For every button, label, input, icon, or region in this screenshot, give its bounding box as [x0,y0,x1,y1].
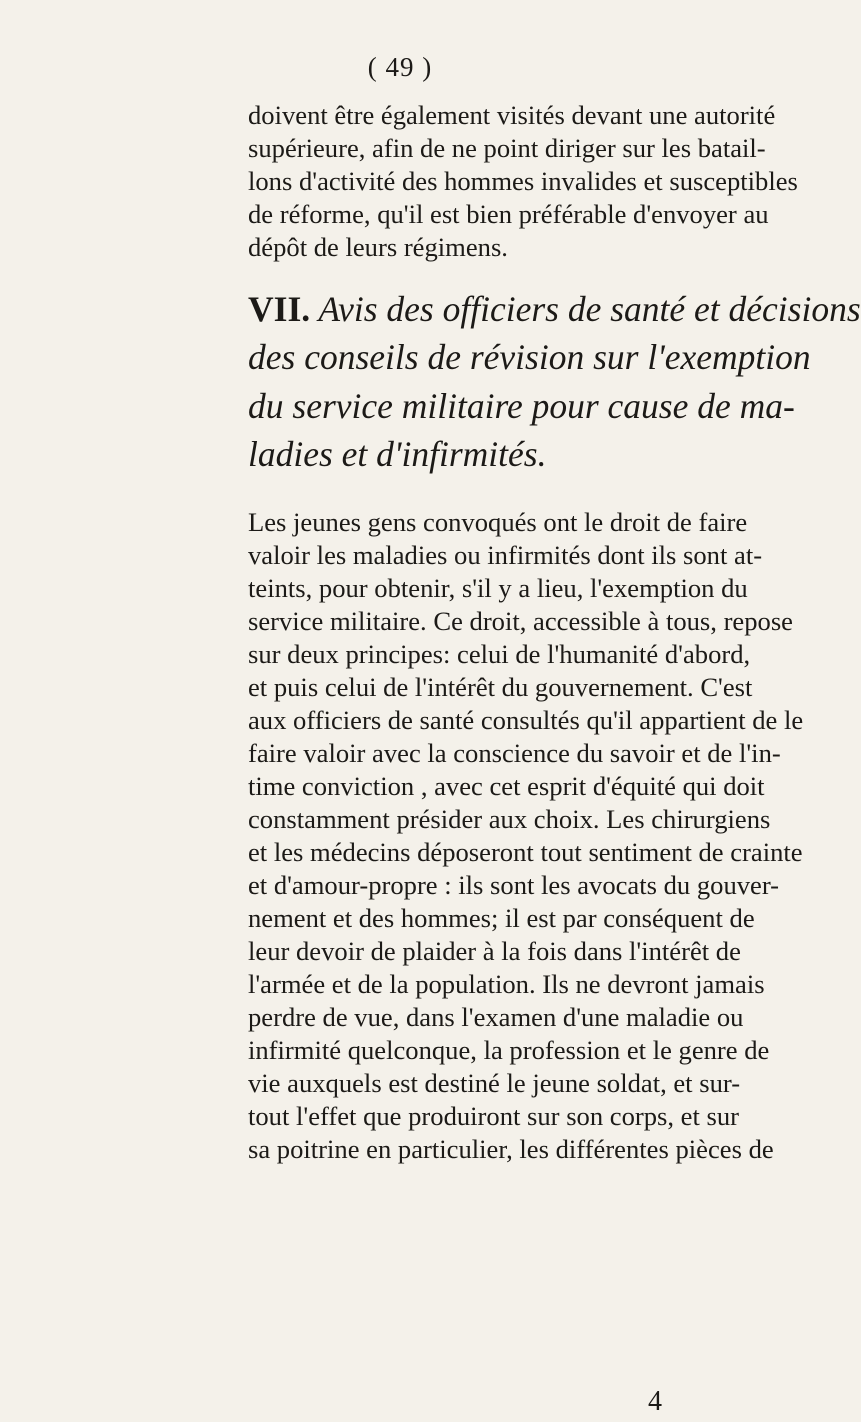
text-line: faire valoir avec la conscience du savoir et de l'in- [248,738,781,768]
text-line: supérieure, afin de ne point diriger sur les batail- [248,133,766,163]
text-line: sa poitrine en particulier, les différentes pièces de [248,1134,774,1164]
section-heading-line: ladies et d'infirmités. [248,434,547,474]
section-title: Avis des officiers de santé et décisions [318,289,861,329]
text-line: sur deux principes: celui de l'humanité d'abord, [248,639,751,669]
text-line: leur devoir de plaider à la fois dans l'intérêt de [248,936,741,966]
text-line: infirmité quelconque, la profession et le genre de [248,1035,770,1065]
text-line: lons d'activité des hommes invalides et susceptibles [248,166,798,196]
text-line: et puis celui de l'intérêt du gouvernement. C'est [248,672,753,702]
section-heading-line [248,289,861,329]
text-line: vie auxquels est destiné le jeune soldat, et sur- [248,1068,741,1098]
text-line: et d'amour-propre : ils sont les avocats du gouver- [248,870,780,900]
text-line: dépôt de leurs régimens. [248,232,508,262]
text-line: time conviction , avec cet esprit d'équité qui doit [248,771,765,801]
signature-mark: 4 [648,1386,662,1417]
text-line: doivent être également visités devant une autorité [248,100,776,130]
text-line: de réforme, qu'il est bien préférable d'envoyer au [248,199,769,229]
text-line: teints, pour obtenir, s'il y a lieu, l'exemption du [248,573,748,603]
text-line: valoir les maladies ou infirmités dont ils sont at- [248,540,763,570]
text-line: Les jeunes gens convoqués ont le droit de faire [248,507,748,537]
text-line: constamment présider aux choix. Les chirurgiens [248,804,771,834]
section-number: VII. [248,289,311,329]
text-line: service militaire. Ce droit, accessible à tous, repose [248,606,793,636]
text-line: perdre de vue, dans l'examen d'une maladie ou [248,1002,744,1032]
section-heading-line: du service militaire pour cause de ma- [248,386,795,426]
text-line: tout l'effet que produiront sur son corps, et sur [248,1101,740,1131]
text-line: nement et des hommes; il est par conséquent de [248,903,755,933]
text-line: aux officiers de santé consultés qu'il appartient de le [248,705,804,735]
text-line: et les médecins déposeront tout sentiment de crainte [248,837,803,867]
page-number: ( 49 ) [367,52,433,82]
section-heading-line: des conseils de révision sur l'exemption [248,337,811,377]
text-line: l'armée et de la population. Ils ne devront jamais [248,969,765,999]
